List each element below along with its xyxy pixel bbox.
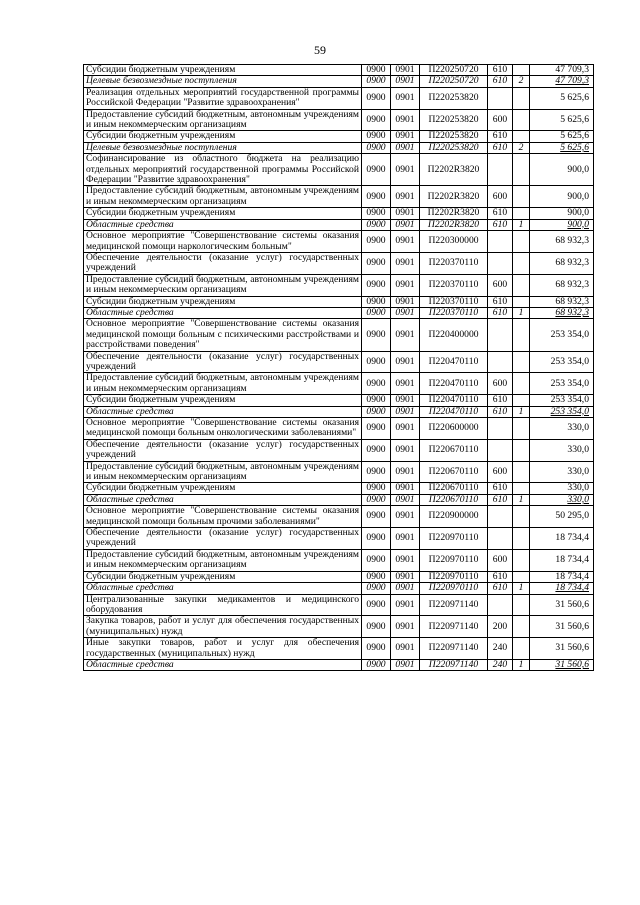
ved-code-cell: 0900 xyxy=(362,274,391,296)
expense-type-cell: 600 xyxy=(488,186,513,208)
table-row xyxy=(84,373,594,395)
row-name-cell: Предоставление субсидий бюджетным, автономным учреждениям и иным некоммерческим организациям xyxy=(84,549,362,571)
table-row xyxy=(84,109,594,131)
row-name-cell: Обеспечение деятельности (оказание услуг) государственных учреждений xyxy=(84,528,362,550)
amount-cell: 330,0 xyxy=(530,439,594,461)
table-row xyxy=(84,274,594,296)
row-name-cell: Обеспечение деятельности (оказание услуг) государственных учреждений xyxy=(84,351,362,373)
expense-type-cell xyxy=(488,351,513,373)
amount-cell: 5 625,6 xyxy=(530,131,594,142)
funding-source-cell xyxy=(513,638,530,660)
section-code-cell: 0901 xyxy=(391,109,420,131)
ved-code-cell: 0900 xyxy=(362,439,391,461)
ved-code-cell: 0900 xyxy=(362,307,391,318)
amount-cell: 31 560,6 xyxy=(530,659,594,670)
section-code-cell: 0901 xyxy=(391,594,420,616)
ved-code-cell: 0900 xyxy=(362,506,391,528)
row-name-cell: Областные средства xyxy=(84,494,362,505)
table-row xyxy=(84,571,594,582)
expense-type-cell xyxy=(488,231,513,253)
amount-cell: 68 932,3 xyxy=(530,296,594,307)
section-code-cell: 0901 xyxy=(391,494,420,505)
amount-cell: 253 354,0 xyxy=(530,395,594,406)
table-row xyxy=(84,494,594,505)
row-name-cell: Обеспечение деятельности (оказание услуг) государственных учреждений xyxy=(84,252,362,274)
budget-table xyxy=(83,64,594,671)
amount-cell: 31 560,6 xyxy=(530,594,594,616)
amount-cell: 330,0 xyxy=(530,461,594,483)
expense-type-cell: 610 xyxy=(488,571,513,582)
target-article-cell: П220470110 xyxy=(420,351,488,373)
funding-source-cell xyxy=(513,252,530,274)
target-article-cell: П2202R3820 xyxy=(420,208,488,219)
section-code-cell: 0901 xyxy=(391,76,420,87)
expense-type-cell: 600 xyxy=(488,109,513,131)
ved-code-cell: 0900 xyxy=(362,395,391,406)
amount-cell: 18 734,4 xyxy=(530,571,594,582)
row-name-cell: Предоставление субсидий бюджетным, автономным учреждениям и иным некоммерческим организациям xyxy=(84,373,362,395)
row-name-cell: Закупка товаров, работ и услуг для обеспечения государственных (муниципальных) нужд xyxy=(84,616,362,638)
target-article-cell: П220670110 xyxy=(420,483,488,494)
amount-cell: 5 625,6 xyxy=(530,142,594,153)
funding-source-cell: 1 xyxy=(513,307,530,318)
funding-source-cell xyxy=(513,418,530,440)
funding-source-cell: 1 xyxy=(513,406,530,417)
amount-cell: 68 932,3 xyxy=(530,231,594,253)
amount-cell: 47 709,3 xyxy=(530,65,594,76)
expense-type-cell xyxy=(488,439,513,461)
table-row xyxy=(84,65,594,76)
expense-type-cell xyxy=(488,418,513,440)
table-row xyxy=(84,307,594,318)
row-name-cell: Предоставление субсидий бюджетным, автономным учреждениям и иным некоммерческим организациям xyxy=(84,109,362,131)
table-row xyxy=(84,142,594,153)
section-code-cell: 0901 xyxy=(391,65,420,76)
row-name-cell: Областные средства xyxy=(84,659,362,670)
row-name-cell: Предоставление субсидий бюджетным, автономным учреждениям и иным некоммерческим организациям xyxy=(84,461,362,483)
amount-cell: 5 625,6 xyxy=(530,109,594,131)
section-code-cell: 0901 xyxy=(391,219,420,230)
expense-type-cell xyxy=(488,154,513,186)
amount-cell: 47 709,3 xyxy=(530,76,594,87)
table-row xyxy=(84,439,594,461)
target-article-cell: П220670110 xyxy=(420,461,488,483)
section-code-cell: 0901 xyxy=(391,154,420,186)
target-article-cell: П220400000 xyxy=(420,319,488,351)
section-code-cell: 0901 xyxy=(391,461,420,483)
ved-code-cell: 0900 xyxy=(362,406,391,417)
funding-source-cell xyxy=(513,109,530,131)
ved-code-cell: 0900 xyxy=(362,208,391,219)
row-name-cell: Областные средства xyxy=(84,583,362,594)
ved-code-cell: 0900 xyxy=(362,319,391,351)
funding-source-cell xyxy=(513,549,530,571)
expense-type-cell: 600 xyxy=(488,373,513,395)
target-article-cell: П2202R3820 xyxy=(420,154,488,186)
section-code-cell: 0901 xyxy=(391,252,420,274)
table-row xyxy=(84,549,594,571)
table-row xyxy=(84,319,594,351)
section-code-cell: 0901 xyxy=(391,638,420,660)
funding-source-cell xyxy=(513,506,530,528)
expense-type-cell xyxy=(488,594,513,616)
row-name-cell: Целевые безвозмездные поступления xyxy=(84,76,362,87)
target-article-cell: П220470110 xyxy=(420,406,488,417)
table-row xyxy=(84,583,594,594)
expense-type-cell: 610 xyxy=(488,296,513,307)
funding-source-cell xyxy=(513,351,530,373)
expense-type-cell: 610 xyxy=(488,406,513,417)
table-row xyxy=(84,506,594,528)
row-name-cell: Субсидии бюджетным учреждениям xyxy=(84,65,362,76)
amount-cell: 68 932,3 xyxy=(530,274,594,296)
row-name-cell: Иные закупки товаров, работ и услуг для обеспечения государственных (муниципальных) нужд xyxy=(84,638,362,660)
amount-cell: 18 734,4 xyxy=(530,528,594,550)
ved-code-cell: 0900 xyxy=(362,583,391,594)
row-name-cell: Реализация отдельных мероприятий государственной программы Российской Федерации "Развитие здравоохранения" xyxy=(84,87,362,109)
target-article-cell: П220970110 xyxy=(420,528,488,550)
row-name-cell: Областные средства xyxy=(84,307,362,318)
expense-type-cell: 600 xyxy=(488,549,513,571)
ved-code-cell: 0900 xyxy=(362,571,391,582)
expense-type-cell xyxy=(488,252,513,274)
target-article-cell: П220600000 xyxy=(420,418,488,440)
target-article-cell: П220253820 xyxy=(420,109,488,131)
target-article-cell: П2202R3820 xyxy=(420,219,488,230)
ved-code-cell: 0900 xyxy=(362,142,391,153)
expense-type-cell xyxy=(488,87,513,109)
target-article-cell: П220370110 xyxy=(420,296,488,307)
expense-type-cell: 610 xyxy=(488,76,513,87)
target-article-cell: П220971140 xyxy=(420,616,488,638)
amount-cell: 253 354,0 xyxy=(530,406,594,417)
ved-code-cell: 0900 xyxy=(362,87,391,109)
target-article-cell: П220250720 xyxy=(420,76,488,87)
target-article-cell: П220370110 xyxy=(420,252,488,274)
amount-cell: 900,0 xyxy=(530,186,594,208)
expense-type-cell xyxy=(488,528,513,550)
ved-code-cell: 0900 xyxy=(362,252,391,274)
row-name-cell: Субсидии бюджетным учреждениям xyxy=(84,296,362,307)
target-article-cell: П220470110 xyxy=(420,373,488,395)
table-row xyxy=(84,616,594,638)
expense-type-cell: 610 xyxy=(488,142,513,153)
table-row xyxy=(84,638,594,660)
table-row xyxy=(84,186,594,208)
expense-type-cell: 240 xyxy=(488,638,513,660)
funding-source-cell xyxy=(513,65,530,76)
row-name-cell: Субсидии бюджетным учреждениям xyxy=(84,483,362,494)
ved-code-cell: 0900 xyxy=(362,154,391,186)
amount-cell: 31 560,6 xyxy=(530,616,594,638)
expense-type-cell: 610 xyxy=(488,131,513,142)
section-code-cell: 0901 xyxy=(391,351,420,373)
section-code-cell: 0901 xyxy=(391,549,420,571)
target-article-cell: П220900000 xyxy=(420,506,488,528)
funding-source-cell: 2 xyxy=(513,142,530,153)
ved-code-cell: 0900 xyxy=(362,659,391,670)
row-name-cell: Основное мероприятие "Совершенствование системы оказания медицинской помощи больным прочими заболеваниями" xyxy=(84,506,362,528)
funding-source-cell xyxy=(513,186,530,208)
expense-type-cell: 240 xyxy=(488,659,513,670)
row-name-cell: Субсидии бюджетным учреждениям xyxy=(84,571,362,582)
table-body xyxy=(84,65,594,671)
expense-type-cell xyxy=(488,506,513,528)
funding-source-cell: 1 xyxy=(513,219,530,230)
table-row xyxy=(84,154,594,186)
target-article-cell: П2202R3820 xyxy=(420,186,488,208)
funding-source-cell xyxy=(513,395,530,406)
target-article-cell: П220470110 xyxy=(420,395,488,406)
row-name-cell: Субсидии бюджетным учреждениям xyxy=(84,208,362,219)
funding-source-cell xyxy=(513,616,530,638)
expense-type-cell: 610 xyxy=(488,307,513,318)
section-code-cell: 0901 xyxy=(391,406,420,417)
funding-source-cell xyxy=(513,461,530,483)
amount-cell: 18 734,4 xyxy=(530,583,594,594)
target-article-cell: П220253820 xyxy=(420,142,488,153)
ved-code-cell: 0900 xyxy=(362,418,391,440)
row-name-cell: Предоставление субсидий бюджетным, автономным учреждениям и иным некоммерческим организациям xyxy=(84,274,362,296)
page-number: 59 xyxy=(314,43,326,57)
amount-cell: 253 354,0 xyxy=(530,319,594,351)
amount-cell: 900,0 xyxy=(530,154,594,186)
funding-source-cell xyxy=(513,131,530,142)
row-name-cell: Субсидии бюджетным учреждениям xyxy=(84,395,362,406)
table-row xyxy=(84,219,594,230)
table-row xyxy=(84,252,594,274)
amount-cell: 68 932,3 xyxy=(530,307,594,318)
funding-source-cell xyxy=(513,296,530,307)
funding-source-cell xyxy=(513,87,530,109)
table-row xyxy=(84,659,594,670)
section-code-cell: 0901 xyxy=(391,418,420,440)
table-row xyxy=(84,395,594,406)
ved-code-cell: 0900 xyxy=(362,528,391,550)
section-code-cell: 0901 xyxy=(391,439,420,461)
target-article-cell: П220970110 xyxy=(420,583,488,594)
expense-type-cell: 600 xyxy=(488,461,513,483)
amount-cell: 68 932,3 xyxy=(530,252,594,274)
row-name-cell: Основное мероприятие "Совершенствование системы оказания медицинской помощи наркологическим больным" xyxy=(84,231,362,253)
section-code-cell: 0901 xyxy=(391,296,420,307)
section-code-cell: 0901 xyxy=(391,131,420,142)
ved-code-cell: 0900 xyxy=(362,76,391,87)
target-article-cell: П220971140 xyxy=(420,594,488,616)
ved-code-cell: 0900 xyxy=(362,109,391,131)
table-row xyxy=(84,528,594,550)
section-code-cell: 0901 xyxy=(391,395,420,406)
target-article-cell: П220971140 xyxy=(420,659,488,670)
row-name-cell: Предоставление субсидий бюджетным, автономным учреждениям и иным некоммерческим организациям xyxy=(84,186,362,208)
table-row xyxy=(84,594,594,616)
funding-source-cell xyxy=(513,154,530,186)
row-name-cell: Софинансирование из областного бюджета на реализацию отдельных мероприятий государственной программы Российской Федерации "Развитие здравоохранения" xyxy=(84,154,362,186)
ved-code-cell: 0900 xyxy=(362,483,391,494)
ved-code-cell: 0900 xyxy=(362,638,391,660)
row-name-cell: Обеспечение деятельности (оказание услуг) государственных учреждений xyxy=(84,439,362,461)
table-row xyxy=(84,483,594,494)
amount-cell: 330,0 xyxy=(530,483,594,494)
funding-source-cell xyxy=(513,208,530,219)
section-code-cell: 0901 xyxy=(391,583,420,594)
expense-type-cell: 610 xyxy=(488,395,513,406)
table-row xyxy=(84,406,594,417)
section-code-cell: 0901 xyxy=(391,373,420,395)
amount-cell: 900,0 xyxy=(530,219,594,230)
ved-code-cell: 0900 xyxy=(362,231,391,253)
ved-code-cell: 0900 xyxy=(362,131,391,142)
table-row xyxy=(84,231,594,253)
expense-type-cell: 200 xyxy=(488,616,513,638)
funding-source-cell xyxy=(513,439,530,461)
target-article-cell: П220670110 xyxy=(420,494,488,505)
funding-source-cell: 1 xyxy=(513,494,530,505)
section-code-cell: 0901 xyxy=(391,142,420,153)
section-code-cell: 0901 xyxy=(391,659,420,670)
amount-cell: 5 625,6 xyxy=(530,87,594,109)
funding-source-cell xyxy=(513,373,530,395)
section-code-cell: 0901 xyxy=(391,571,420,582)
section-code-cell: 0901 xyxy=(391,319,420,351)
target-article-cell: П220370110 xyxy=(420,274,488,296)
target-article-cell: П220970110 xyxy=(420,571,488,582)
funding-source-cell xyxy=(513,594,530,616)
section-code-cell: 0901 xyxy=(391,506,420,528)
target-article-cell: П220971140 xyxy=(420,638,488,660)
row-name-cell: Основное мероприятие "Совершенствование системы оказания медицинской помощи больным онкологическими заболеваниями" xyxy=(84,418,362,440)
ved-code-cell: 0900 xyxy=(362,461,391,483)
amount-cell: 900,0 xyxy=(530,208,594,219)
amount-cell: 253 354,0 xyxy=(530,373,594,395)
section-code-cell: 0901 xyxy=(391,528,420,550)
ved-code-cell: 0900 xyxy=(362,351,391,373)
ved-code-cell: 0900 xyxy=(362,594,391,616)
row-name-cell: Централизованные закупки медикаментов и медицинского оборудования xyxy=(84,594,362,616)
expense-type-cell: 610 xyxy=(488,494,513,505)
expense-type-cell xyxy=(488,319,513,351)
amount-cell: 18 734,4 xyxy=(530,549,594,571)
funding-source-cell xyxy=(513,274,530,296)
ved-code-cell: 0900 xyxy=(362,549,391,571)
target-article-cell: П220253820 xyxy=(420,131,488,142)
funding-source-cell: 2 xyxy=(513,76,530,87)
target-article-cell: П220370110 xyxy=(420,307,488,318)
ved-code-cell: 0900 xyxy=(362,219,391,230)
ved-code-cell: 0900 xyxy=(362,186,391,208)
funding-source-cell xyxy=(513,528,530,550)
row-name-cell: Областные средства xyxy=(84,219,362,230)
section-code-cell: 0901 xyxy=(391,231,420,253)
expense-type-cell: 610 xyxy=(488,583,513,594)
table-row xyxy=(84,296,594,307)
expense-type-cell: 610 xyxy=(488,483,513,494)
section-code-cell: 0901 xyxy=(391,87,420,109)
table-row xyxy=(84,351,594,373)
section-code-cell: 0901 xyxy=(391,274,420,296)
row-name-cell: Областные средства xyxy=(84,406,362,417)
target-article-cell: П220970110 xyxy=(420,549,488,571)
section-code-cell: 0901 xyxy=(391,616,420,638)
table-row xyxy=(84,87,594,109)
expense-type-cell: 600 xyxy=(488,274,513,296)
row-name-cell: Целевые безвозмездные поступления xyxy=(84,142,362,153)
funding-source-cell xyxy=(513,483,530,494)
funding-source-cell: 1 xyxy=(513,583,530,594)
table-row xyxy=(84,461,594,483)
target-article-cell: П220253820 xyxy=(420,87,488,109)
amount-cell: 253 354,0 xyxy=(530,351,594,373)
table-row xyxy=(84,208,594,219)
amount-cell: 31 560,6 xyxy=(530,638,594,660)
section-code-cell: 0901 xyxy=(391,208,420,219)
target-article-cell: П220300000 xyxy=(420,231,488,253)
table-row xyxy=(84,131,594,142)
row-name-cell: Субсидии бюджетным учреждениям xyxy=(84,131,362,142)
row-name-cell: Основное мероприятие "Совершенствование системы оказания медицинской помощи больным с психическими расстройствами и расстройствами поведения" xyxy=(84,319,362,351)
ved-code-cell: 0900 xyxy=(362,373,391,395)
section-code-cell: 0901 xyxy=(391,483,420,494)
amount-cell: 50 295,0 xyxy=(530,506,594,528)
funding-source-cell xyxy=(513,571,530,582)
section-code-cell: 0901 xyxy=(391,186,420,208)
amount-cell: 330,0 xyxy=(530,494,594,505)
ved-code-cell: 0900 xyxy=(362,296,391,307)
expense-type-cell: 610 xyxy=(488,65,513,76)
expense-type-cell: 610 xyxy=(488,208,513,219)
ved-code-cell: 0900 xyxy=(362,494,391,505)
expense-type-cell: 610 xyxy=(488,219,513,230)
ved-code-cell: 0900 xyxy=(362,616,391,638)
table-row xyxy=(84,76,594,87)
table-row xyxy=(84,418,594,440)
funding-source-cell: 1 xyxy=(513,659,530,670)
funding-source-cell xyxy=(513,231,530,253)
amount-cell: 330,0 xyxy=(530,418,594,440)
target-article-cell: П220250720 xyxy=(420,65,488,76)
funding-source-cell xyxy=(513,319,530,351)
section-code-cell: 0901 xyxy=(391,307,420,318)
target-article-cell: П220670110 xyxy=(420,439,488,461)
ved-code-cell: 0900 xyxy=(362,65,391,76)
